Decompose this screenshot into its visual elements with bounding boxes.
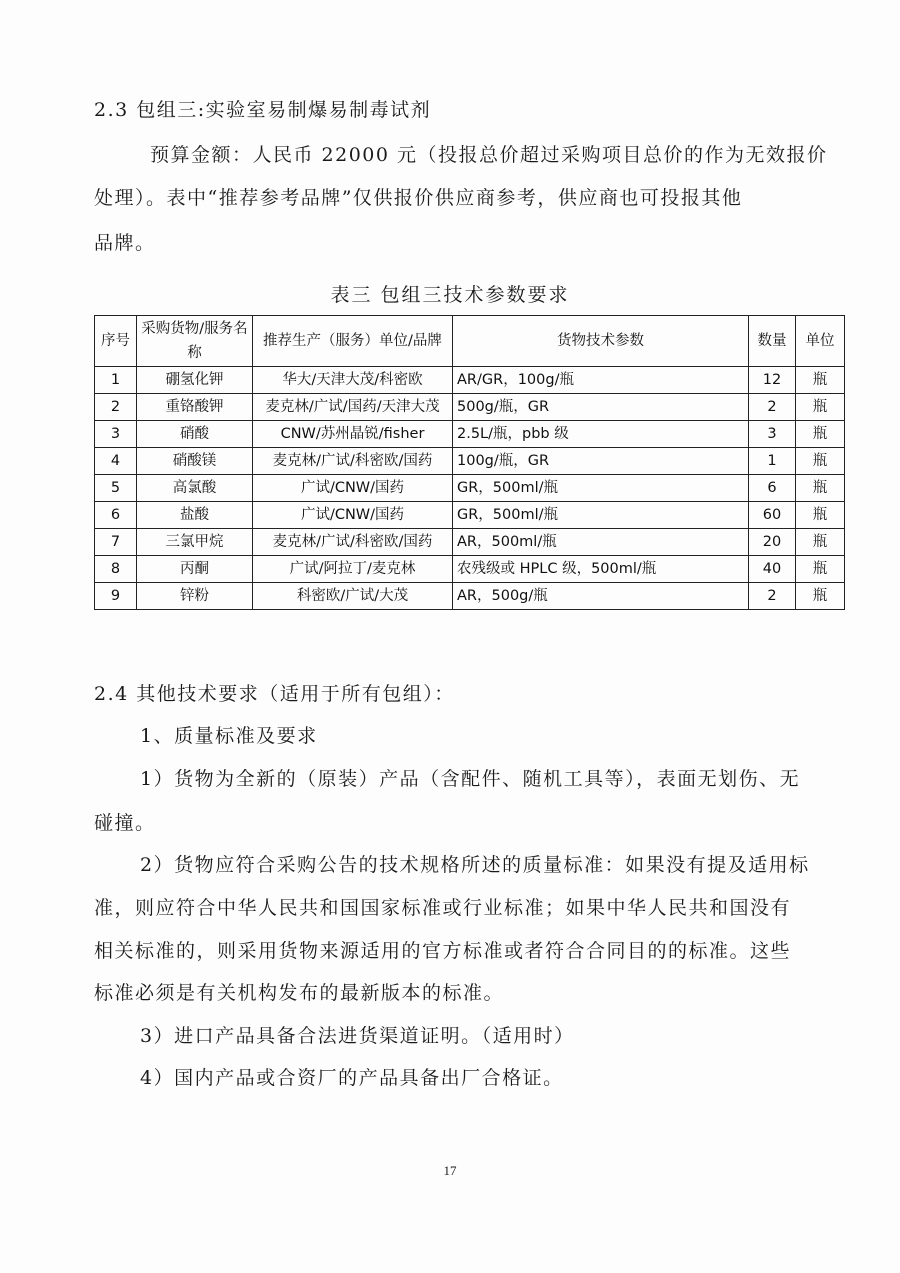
cell-unit: 瓶 (796, 475, 845, 502)
technical-parameters-table (94, 315, 845, 610)
cell-qty: 3 (749, 421, 796, 448)
table-row (95, 583, 845, 610)
cell-no: 4 (95, 448, 137, 475)
cell-no: 3 (95, 421, 137, 448)
cell-name: 盐酸 (137, 502, 253, 529)
cell-qty: 12 (749, 367, 796, 394)
cell-params: GR，500ml/瓶 (453, 475, 749, 502)
paragraph-1-line-2: 碰撞。 (94, 812, 156, 834)
cell-unit: 瓶 (796, 529, 845, 556)
table-row (95, 529, 845, 556)
cell-unit: 瓶 (796, 448, 845, 475)
cell-brand: 麦克林/广试/国药/天津大茂 (253, 394, 453, 421)
paragraph-2-line-1: 2）货物应符合采购公告的技术规格所述的质量标准：如果没有提及适用标 (140, 854, 810, 876)
cell-unit: 瓶 (796, 367, 845, 394)
cell-no: 1 (95, 367, 137, 394)
cell-brand: 科密欧/广试/大茂 (253, 583, 453, 610)
table-row (95, 556, 845, 583)
cell-params: AR，500ml/瓶 (453, 529, 749, 556)
cell-params: GR，500ml/瓶 (453, 502, 749, 529)
cell-params: 农残级或 HPLC 级，500ml/瓶 (453, 556, 749, 583)
cell-qty: 40 (749, 556, 796, 583)
table-row (95, 421, 845, 448)
header-name: 采购货物/服务名称 (137, 316, 253, 367)
cell-brand: CNW/苏州晶锐/fisher (253, 421, 453, 448)
cell-no: 2 (95, 394, 137, 421)
cell-name: 硝酸镁 (137, 448, 253, 475)
cell-name: 丙酮 (137, 556, 253, 583)
section-2-3-heading: 2.3 包组三:实验室易制爆易制毒试剂 (94, 99, 432, 121)
cell-qty: 60 (749, 502, 796, 529)
cell-name: 硼氢化钾 (137, 367, 253, 394)
cell-qty: 2 (749, 394, 796, 421)
cell-brand: 麦克林/广试/科密欧/国药 (253, 529, 453, 556)
page-number: 17 (443, 1163, 457, 1178)
cell-name: 硝酸 (137, 421, 253, 448)
cell-brand: 广试/阿拉丁/麦克林 (253, 556, 453, 583)
cell-name: 高氯酸 (137, 475, 253, 502)
cell-qty: 6 (749, 475, 796, 502)
cell-no: 7 (95, 529, 137, 556)
cell-unit: 瓶 (796, 394, 845, 421)
section-2-4-heading: 2.4 其他技术要求（适用于所有包组）： (94, 683, 455, 705)
paragraph-3: 3）进口产品具备合法进货渠道证明。（适用时） (140, 1025, 575, 1047)
cell-no: 5 (95, 475, 137, 502)
cell-unit: 瓶 (796, 583, 845, 610)
cell-params: 500g/瓶，GR (453, 394, 749, 421)
cell-unit: 瓶 (796, 502, 845, 529)
paragraph-2-line-2: 准，则应符合中华人民共和国国家标准或行业标准；如果中华人民共和国没有 (94, 897, 792, 919)
paragraph-4: 4）国内产品或合资厂的产品具备出厂合格证。 (140, 1067, 564, 1089)
cell-unit: 瓶 (796, 556, 845, 583)
cell-no: 6 (95, 502, 137, 529)
budget-text-line-2: 处理）。表中“推荐参考品牌”仅供报价供应商参考，供应商也可投报其他 (94, 187, 743, 209)
cell-name: 三氯甲烷 (137, 529, 253, 556)
table-row (95, 448, 845, 475)
header-params: 货物技术参数 (453, 316, 749, 367)
table-row (95, 475, 845, 502)
table-header-row (95, 316, 845, 367)
header-no: 序号 (95, 316, 137, 367)
cell-no: 9 (95, 583, 137, 610)
table-row (95, 394, 845, 421)
paragraph-1-line-1: 1）货物为全新的（原装）产品（含配件、随机工具等），表面无划伤、无 (140, 768, 801, 790)
cell-brand: 麦克林/广试/科密欧/国药 (253, 448, 453, 475)
table-row (95, 502, 845, 529)
table-caption: 表三 包组三技术参数要求 (330, 284, 570, 306)
table-row (95, 367, 845, 394)
budget-text-line-3: 品牌。 (94, 232, 156, 254)
cell-params: AR/GR，100g/瓶 (453, 367, 749, 394)
cell-qty: 1 (749, 448, 796, 475)
cell-params: 100g/瓶，GR (453, 448, 749, 475)
cell-qty: 20 (749, 529, 796, 556)
cell-qty: 2 (749, 583, 796, 610)
cell-no: 8 (95, 556, 137, 583)
cell-brand: 广试/CNW/国药 (253, 475, 453, 502)
cell-unit: 瓶 (796, 421, 845, 448)
header-brand: 推荐生产（服务）单位/品牌 (253, 316, 453, 367)
header-unit: 单位 (796, 316, 845, 367)
cell-brand: 华大/天津大茂/科密欧 (253, 367, 453, 394)
header-qty: 数量 (749, 316, 796, 367)
paragraph-2-line-3: 相关标准的，则采用货物来源适用的官方标准或者符合合同目的的标准。这些 (94, 940, 792, 962)
budget-text-line-1: 预算金额：人民币 22000 元（投报总价超过采购项目总价的作为无效报价 (150, 144, 828, 166)
cell-params: AR，500g/瓶 (453, 583, 749, 610)
cell-name: 锌粉 (137, 583, 253, 610)
cell-params: 2.5L/瓶，pbb 级 (453, 421, 749, 448)
cell-name: 重铬酸钾 (137, 394, 253, 421)
cell-brand: 广试/CNW/国药 (253, 502, 453, 529)
quality-subheading: 1、质量标准及要求 (140, 725, 318, 747)
paragraph-2-line-4: 标准必须是有关机构发布的最新版本的标准。 (94, 982, 505, 1004)
